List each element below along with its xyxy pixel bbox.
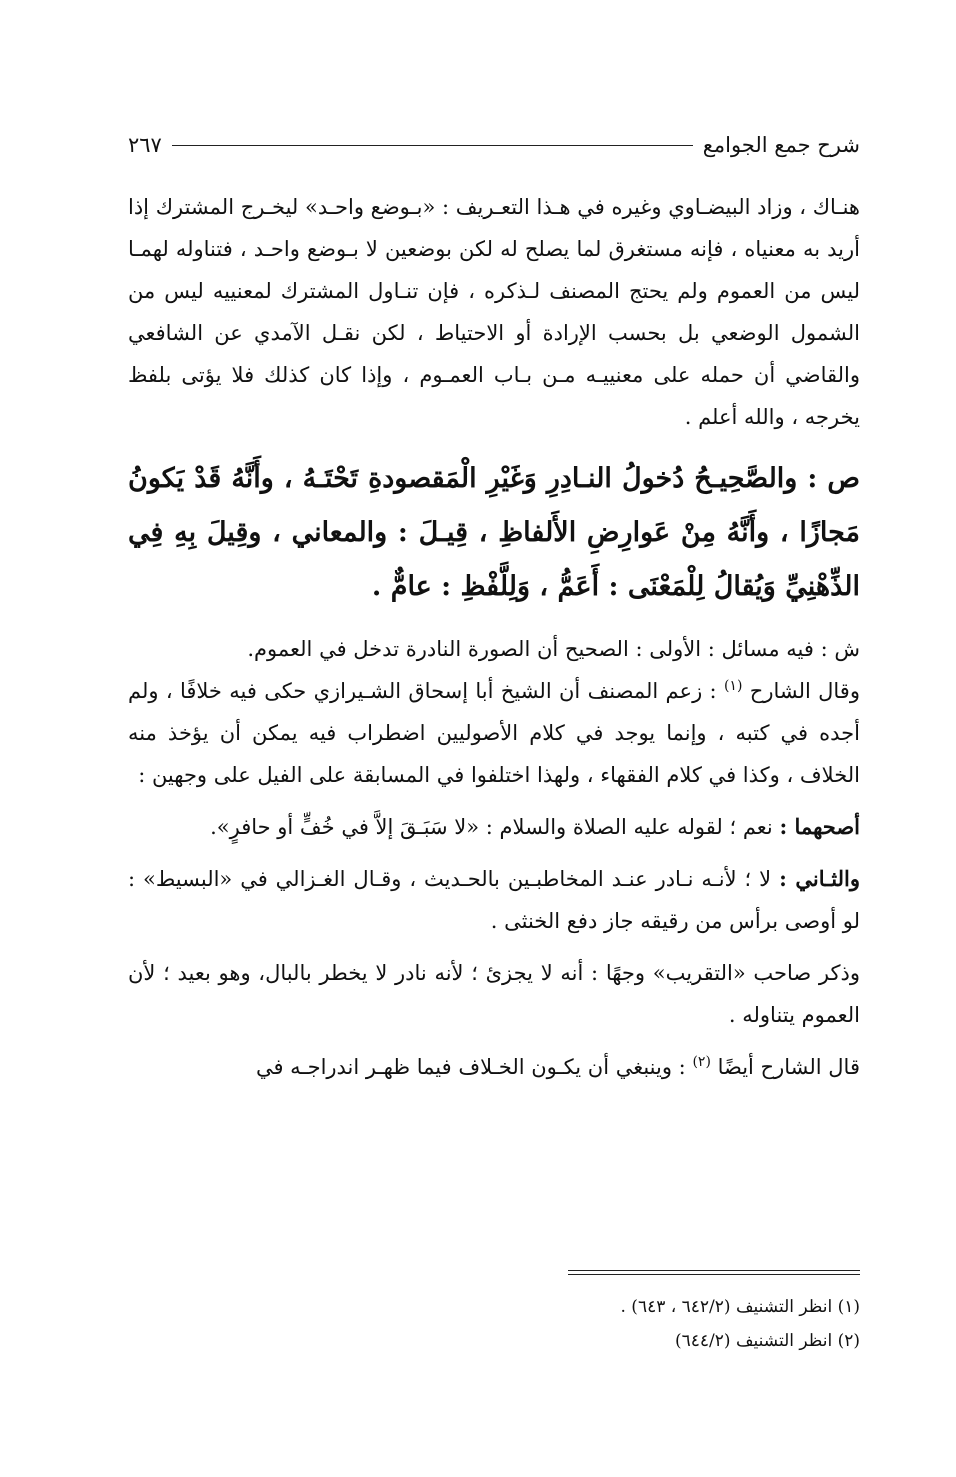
- page-header: [128, 128, 860, 162]
- paragraph-3-start: وقال الشارح: [749, 679, 860, 703]
- paragraph-3: [128, 670, 860, 796]
- footnotes: [128, 1290, 860, 1358]
- paragraph-7-rest: : وينبغي أن يكـون الخـلاف فيما ظهـر اندراجـه في: [255, 1055, 686, 1079]
- footnote-ref-2: (٢): [692, 1054, 711, 1070]
- paragraph-2: ش : فيه مسائل : الأولى : الصحيح أن الصورة النادرة تدخل في العموم.: [247, 637, 860, 661]
- paragraph-1: هنـاك ، وزاد البيضـاوي وغيره في هـذا التعـريف : «بـوضع واحـد» ليخـرج المشترك إذا أريد به معنياه ، فإنه مستغرق لما يصلح له لكن بوضعين لا بـوضع واحـد ، فتناوله لهمـا ليس من العموم ولم يحتج المصنف لـذكره ، فإن تنـاول المشترك لمعنييه ليس من الشمول الوضعي بل بحسب الإرادة أو الاحتياط ، لكن نقـل الآمدي عن الشافعي والقاضي أن حمله على معنييـه مـن بـاب العمـوم ، وإذا كان كذلك فلا يؤتى بلفظ يخرجه ، والله أعلم .: [128, 195, 860, 429]
- header-rule: [172, 145, 693, 146]
- paragraph-3-rest: : زعم المصنف أن الشيخ أبا إسحاق الشـيرازي حكى فيه خلافًا ، ولم أجده في كتبه ، وإنما يوجد في كلام الأصوليين اضطراب فيه يمكن أن يؤخذ منه الخلاف ، وكذا في كلام الفقهاء ، ولهذا اختلفوا في المسابقة على الفيل على وجهين :: [128, 679, 860, 787]
- paragraph-5-lead: والثـاني :: [779, 866, 860, 891]
- footnote-ref-1: (١): [723, 678, 743, 694]
- paragraph-6: وذكر صاحب «التقريب» وجهًا : أنه لا يجزئ ؛ لأنه نادر لا يخطر بالبال، وهو بعيد ؛ لأن العموم يتناوله .: [128, 961, 860, 1027]
- paragraph-4: [128, 806, 860, 848]
- footnote-separator: [568, 1270, 860, 1275]
- page-body: [128, 186, 860, 1088]
- page-number: ٢٦٧: [128, 133, 162, 157]
- matn-text: ص : والصَّحِيـحُ دُخولُ النـادِرِ وَغَيْرِ الْمَقصودةِ تَحْتَـهُ ، وأَنَّهُ قَدْ يَكونُ مَجازًا ، وأَنَّهُ مِنْ عَوارِضِ الأَلفاظِ ، قِيـلَ : والمعاني ، وقِيلَ بِهِ فِي الذِّهْنِيِّ وَيُقالُ لِلْمَعْنَى : أَعَمُّ ، وَلِلَّفْظِ : عامٌّ .: [128, 463, 860, 602]
- paragraph-4-text: نعم ؛ لقوله عليه الصلاة والسلام : «لا سَبَـقَ إلاَّ في خُفٍّ أو حافرٍ».: [210, 815, 773, 839]
- paragraph-5: [128, 858, 860, 942]
- paragraph-7: [128, 1046, 860, 1088]
- running-title: شرح جمع الجوامع: [702, 133, 860, 157]
- footnote-2: (٢) انظر التشنيف (٦٤٤/٢): [675, 1331, 860, 1351]
- paragraph-5-text: لا ؛ لأنـه نـادر عنـد المخاطبـين بالحـديث ، وقـال الغـزالي في «البسيط» : لو أوصى برأس من رقيقه جاز دفع الخنثى .: [128, 867, 860, 933]
- paragraph-4-lead: أصحهما :: [779, 814, 860, 839]
- footnote-1: (١) انظر التشنيف (٦٤٢/٢ ، ٦٤٣) .: [620, 1297, 860, 1317]
- paragraph-7-start: قال الشارح أيضًا: [717, 1055, 860, 1079]
